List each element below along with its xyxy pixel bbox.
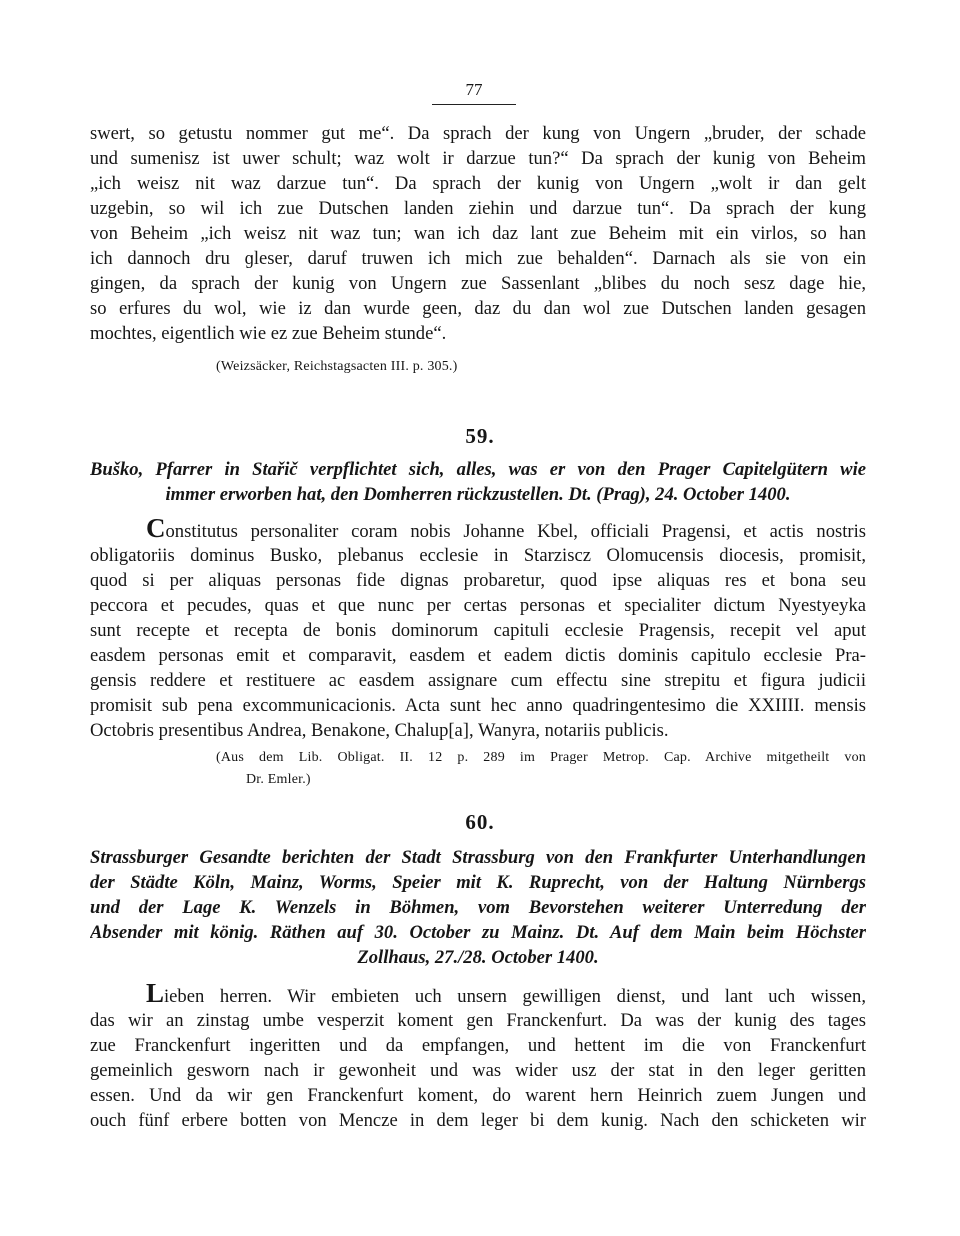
- title-line: der Städte Köln, Mainz, Worms, Speier mit K. Ruprecht, von der Haltung Nürnbergs: [90, 872, 866, 893]
- text-line: so erfures du wol, wie iz dan wurde geen, daz du dan wol zue Dutschen landen gesagen: [90, 298, 866, 319]
- text-line: sunt recepte et recepta de bonis dominorum capituli ecclesie Pragensis, recepit vel aput: [90, 620, 866, 641]
- document-59-source-citation-cont: Dr. Emler.): [246, 772, 311, 787]
- intro-paragraph: [90, 121, 866, 346]
- text-line: gensis reddere et restituere ac easdem assignare cum effectu sine strepitu et figura judicii: [90, 670, 866, 691]
- text-line-first: [90, 983, 866, 1008]
- text-line: swert, so getustu nommer gut me“. Da sprach der kung von Ungern „bruder, der schade: [90, 123, 866, 144]
- first-line-text: onstitutus personaliter coram nobis Johanne Kbel, officiali Pragensi, et actis nostris: [165, 521, 866, 542]
- text-line: ich dannoch dru ɡleser, daruf truwen ich mich zue behalden“. Darnach als sie von ein: [90, 248, 866, 269]
- drop-cap: C: [146, 518, 166, 543]
- title-line: Buško, Pfarrer in Stařič verpflichtet sich, alles, was er von den Prager Capitelgütern wie: [90, 459, 866, 480]
- text-line-first: [90, 518, 866, 543]
- text-line: Octobris presentibus Andrea, Benakone, Chalup[a], Wanyra, notariis publicis.: [90, 720, 669, 741]
- document-59-source-citation: (Aus dem Lib. Obligat. II. 12 p. 289 im Prager Metrop. Cap. Archive mitgetheilt von: [216, 750, 866, 765]
- text-line: und sumenisz ist uwer schult; waz wolt ir darzue tun?“ Da sprach der kunig von Beheim: [90, 148, 866, 169]
- text-line: gemeinlich gesworn nach ir gewonheit und was wider usz der stat in den leger geritten: [90, 1060, 866, 1081]
- document-60-title: [90, 845, 866, 970]
- text-line: das wir an zinstag umbe vesperzit koment gen Franckenfurt. Da was der kunig des tages: [90, 1010, 866, 1031]
- title-line: Strassburger Gesandte berichten der Stadt Strassburg von den Frankfurter Unterhandlungen: [90, 847, 866, 868]
- title-line: Zollhaus, 27./28. October 1400.: [357, 947, 599, 968]
- text-line: easdem personas emit et comparavit, easdem et eadem dictis dominis capitulo ecclesie Pra-: [90, 645, 866, 666]
- text-line: mochtes, eigentlich wie ez zue Beheim stunde“.: [90, 323, 447, 344]
- page-number: 77: [432, 80, 516, 105]
- text-line: „ich weisz nit waz darzue tun“. Da sprach der kunig von Ungern „wolt ir dan gelt: [90, 173, 866, 194]
- title-line: Absender mit könig. Räthen auf 30. October zu Mainz. Dt. Auf dem Main beim Höchster: [90, 922, 866, 943]
- intro-source-citation: (Weizsäcker, Reichstagsacten III. p. 305.): [216, 359, 458, 374]
- text-line: peccora et pecudes, quas et que nunc per certas personas et specialiter dictum Nyestyeyka: [90, 595, 866, 616]
- text-line: ouch fünf erbere botten von Mencze in dem leger bi dem kunig. Nach den schicketen wir: [90, 1110, 866, 1131]
- document-number-60: 60.: [465, 810, 495, 834]
- text-line: quod si per aliquas personas fide dignas probaretur, quod ipse aliquas res et bona seu: [90, 570, 866, 591]
- title-line: und der Lage K. Wenzels in Böhmen, vom Bevorstehen weiterer Unterredung der: [90, 897, 866, 918]
- text-line: obligatoriis dominus Busko, plebanus ecclesie in Starziscz Olomucensis diocesis, promisit,: [90, 545, 866, 566]
- text-line: zue Franckenfurt ingeritten und da empfangen, und hettent im die von Franckenfurt: [90, 1035, 866, 1056]
- drop-cap: L: [146, 983, 165, 1008]
- first-line-text: ieben herren. Wir embieten uch unsern gewilligen dienst, und lant uch wissen,: [164, 986, 866, 1007]
- text-line: promisit sub pena excommunicacionis. Acta sunt hec anno quadringentesimo die XXIIII. mensis: [90, 695, 866, 716]
- document-59-title: [90, 457, 866, 507]
- document-60-body: [90, 983, 866, 1133]
- text-line: uzgebin, so wil ich zue Dutschen landen ziehin und darzue tun“. Da sprach der kung: [90, 198, 866, 219]
- text-line: von Beheim „ich weisz nit waz tun; wan ich daz lant zue Beheim mit ein virlos, so han: [90, 223, 866, 244]
- document-number-59: 59.: [465, 424, 495, 448]
- text-line: gingen, da sprach der kunig von Ungern zue Sassenlant „blibes du noch sesz dage hie,: [90, 273, 866, 294]
- text-line: essen. Und da wir gen Franckenfurt koment, do warent hern Heinrich zuem Jungen und: [90, 1085, 866, 1106]
- document-59-body: [90, 518, 866, 743]
- title-line: immer erworben hat, den Domherren rückzustellen. Dt. (Prag), 24. October 1400.: [165, 484, 791, 505]
